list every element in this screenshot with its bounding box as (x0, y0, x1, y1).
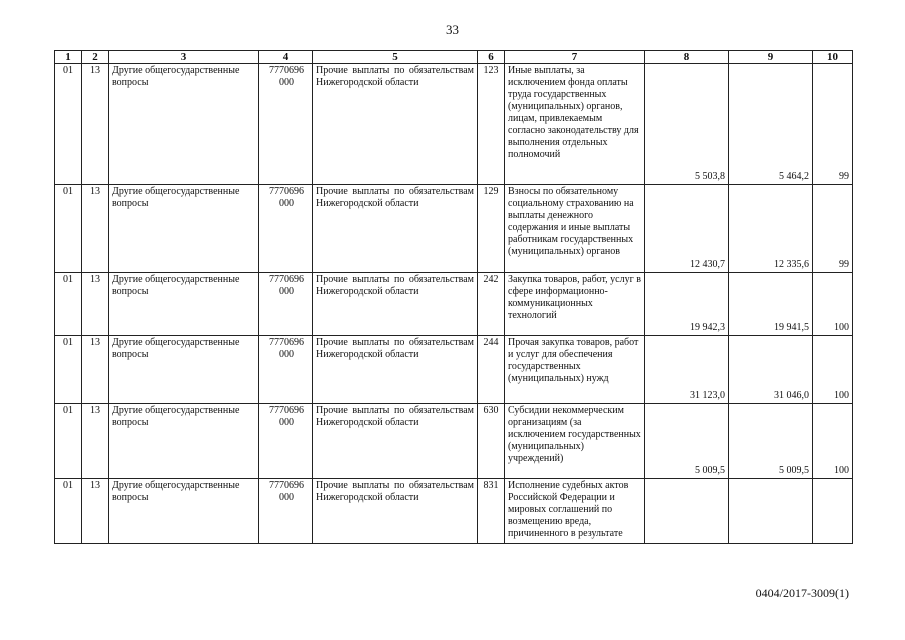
executed-amount: 5 464,2 (729, 64, 813, 185)
expense-type-code: 831 (478, 479, 505, 544)
expense-type-code: 123 (478, 64, 505, 185)
header-col-4: 4 (259, 51, 313, 64)
subsection-code: 13 (82, 404, 109, 479)
target-article-code: 7770696 000 (259, 273, 313, 336)
header-col-8: 8 (645, 51, 729, 64)
executed-amount: 19 941,5 (729, 273, 813, 336)
section-code: 01 (55, 64, 82, 185)
expense-type-code: 244 (478, 336, 505, 404)
subsection-name: Другие общегосударственные вопросы (109, 64, 259, 185)
target-article-code: 7770696 000 (259, 336, 313, 404)
table-row (55, 185, 853, 273)
target-article-name: Прочие выплаты по обязательствам Нижегородской области (313, 185, 478, 273)
budget-table (54, 50, 853, 544)
planned-amount: 12 430,7 (645, 185, 729, 273)
table-row (55, 404, 853, 479)
execution-percent: 100 (813, 404, 853, 479)
table-row (55, 64, 853, 185)
section-code: 01 (55, 404, 82, 479)
target-article-code: 7770696 000 (259, 185, 313, 273)
execution-percent: 99 (813, 185, 853, 273)
expense-type-name: Иные выплаты, за исключением фонда оплаты труда государственных (муниципальных) органов, лицам, привлекаемым согласно законодательству для выполнения отдельных полномочий (505, 64, 645, 185)
expense-type-code: 242 (478, 273, 505, 336)
executed-amount (729, 479, 813, 544)
expense-type-name: Субсидии некоммерческим организациям (за исключением государственных (муниципальных) учреждений) (505, 404, 645, 479)
header-col-2: 2 (82, 51, 109, 64)
header-col-3: 3 (109, 51, 259, 64)
subsection-name: Другие общегосударственные вопросы (109, 185, 259, 273)
document-code: 0404/2017-3009(1) (755, 586, 849, 600)
planned-amount: 5 009,5 (645, 404, 729, 479)
table-row (55, 479, 853, 544)
section-code: 01 (55, 479, 82, 544)
header-row (55, 51, 853, 64)
target-article-name: Прочие выплаты по обязательствам Нижегородской области (313, 64, 478, 185)
target-article-name: Прочие выплаты по обязательствам Нижегородской области (313, 479, 478, 544)
subsection-code: 13 (82, 273, 109, 336)
section-code: 01 (55, 336, 82, 404)
expense-type-name: Прочая закупка товаров, работ и услуг для обеспечения государственных (муниципальных) нужд (505, 336, 645, 404)
header-col-5: 5 (313, 51, 478, 64)
subsection-name: Другие общегосударственные вопросы (109, 404, 259, 479)
expense-type-code: 630 (478, 404, 505, 479)
subsection-code: 13 (82, 336, 109, 404)
expense-type-name: Взносы по обязательному социальному страхованию на выплаты денежного содержания и иные выплаты работникам государственных (муниципальных) органов (505, 185, 645, 273)
planned-amount: 19 942,3 (645, 273, 729, 336)
header-col-9: 9 (729, 51, 813, 64)
header-col-7: 7 (505, 51, 645, 64)
header-col-10: 10 (813, 51, 853, 64)
subsection-name: Другие общегосударственные вопросы (109, 479, 259, 544)
subsection-code: 13 (82, 479, 109, 544)
executed-amount: 31 046,0 (729, 336, 813, 404)
target-article-name: Прочие выплаты по обязательствам Нижегородской области (313, 404, 478, 479)
expense-type-name: Исполнение судебных актов Российской Федерации и мировых соглашений по возмещению вреда, причиненного в результате (505, 479, 645, 544)
execution-percent: 99 (813, 64, 853, 185)
section-code: 01 (55, 185, 82, 273)
subsection-code: 13 (82, 185, 109, 273)
header-col-1: 1 (55, 51, 82, 64)
target-article-code: 7770696 000 (259, 479, 313, 544)
section-code: 01 (55, 273, 82, 336)
execution-percent: 100 (813, 336, 853, 404)
planned-amount: 5 503,8 (645, 64, 729, 185)
table-row (55, 336, 853, 404)
expense-type-code: 129 (478, 185, 505, 273)
execution-percent (813, 479, 853, 544)
planned-amount (645, 479, 729, 544)
executed-amount: 12 335,6 (729, 185, 813, 273)
subsection-code: 13 (82, 64, 109, 185)
header-col-6: 6 (478, 51, 505, 64)
subsection-name: Другие общегосударственные вопросы (109, 273, 259, 336)
subsection-name: Другие общегосударственные вопросы (109, 336, 259, 404)
execution-percent: 100 (813, 273, 853, 336)
planned-amount: 31 123,0 (645, 336, 729, 404)
target-article-code: 7770696 000 (259, 404, 313, 479)
executed-amount: 5 009,5 (729, 404, 813, 479)
target-article-code: 7770696 000 (259, 64, 313, 185)
target-article-name: Прочие выплаты по обязательствам Нижегородской области (313, 273, 478, 336)
page-number: 33 (446, 22, 459, 37)
target-article-name: Прочие выплаты по обязательствам Нижегородской области (313, 336, 478, 404)
table-row (55, 273, 853, 336)
expense-type-name: Закупка товаров, работ, услуг в сфере информационно-коммуникационных технологий (505, 273, 645, 336)
